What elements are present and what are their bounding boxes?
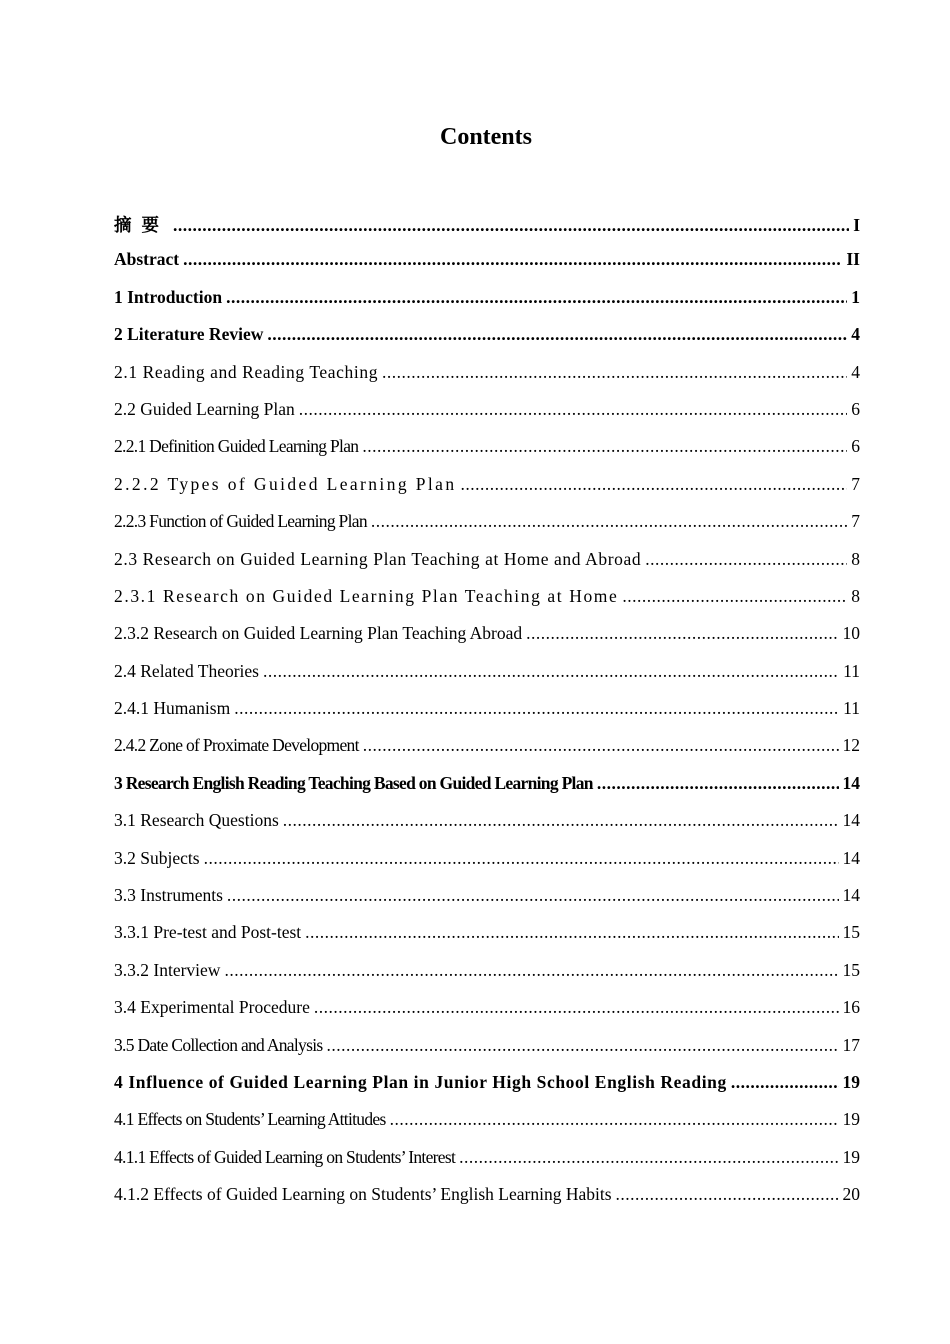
- toc-entry-page: 8: [851, 548, 860, 569]
- toc-leader-dots: [382, 362, 847, 383]
- toc-entry-label: 2.4.2 Zone of Proximate Development: [114, 735, 359, 756]
- toc-entry-page: 1: [851, 286, 860, 307]
- toc-entry-chapter-4[interactable]: [114, 1072, 860, 1109]
- toc-entry-2-4-2[interactable]: [114, 735, 860, 772]
- toc-entry-label: 3.1 Research Questions: [114, 810, 279, 831]
- toc-entry-label: 3.3.2 Interview: [114, 959, 221, 980]
- toc-leader-dots: [263, 661, 839, 682]
- toc-entry-abstract-cn[interactable]: [114, 212, 860, 249]
- toc-entry-page: I: [853, 215, 860, 235]
- toc-entry-2-3[interactable]: [114, 549, 860, 586]
- toc-entry-3-3[interactable]: [114, 885, 860, 922]
- toc-entry-label: Abstract: [114, 249, 180, 270]
- toc-leader-dots: [299, 399, 847, 420]
- toc-entry-3-3-2[interactable]: [114, 960, 860, 997]
- toc-entry-page: 10: [842, 623, 860, 644]
- toc-entry-3-5[interactable]: [114, 1035, 860, 1072]
- toc-leader-dots: [326, 1035, 838, 1056]
- toc-entry-2-4[interactable]: [114, 661, 860, 698]
- toc-entry-2-3-1[interactable]: [114, 586, 860, 623]
- toc-entry-2-4-1[interactable]: [114, 698, 860, 735]
- toc-entry-page: 12: [842, 735, 860, 756]
- toc-entry-label: 4.1.2 Effects of Guided Learning on Students’ English Learning Habits: [114, 1184, 612, 1205]
- toc-entry-chapter-3[interactable]: [114, 773, 860, 810]
- toc-leader-dots: [173, 215, 849, 236]
- toc-leader-dots: [183, 249, 842, 270]
- toc-leader-dots: [224, 960, 838, 981]
- toc-entry-page: 11: [843, 698, 860, 719]
- toc-entry-3-2[interactable]: [114, 848, 860, 885]
- toc-entry-4-1[interactable]: [114, 1109, 860, 1146]
- toc-entry-page: 17: [842, 1034, 860, 1055]
- page-title: Contents: [439, 124, 532, 150]
- toc-leader-dots: [226, 287, 847, 308]
- toc-entry-label: 4.1.1 Effects of Guided Learning on Students’ Interest: [114, 1146, 456, 1167]
- toc-entry-2-2-2[interactable]: [114, 474, 860, 511]
- toc-entry-page: 11: [843, 660, 860, 681]
- toc-entry-label: 3.3 Instruments: [114, 885, 223, 906]
- toc-entry-label: 2.4.1 Humanism: [114, 698, 231, 719]
- toc-entry-label: 2.2 Guided Learning Plan: [114, 398, 295, 419]
- toc-entry-page: II: [846, 249, 860, 270]
- toc-entry-abstract[interactable]: [114, 249, 860, 286]
- toc-entry-label: 2.4 Related Theories: [114, 660, 259, 681]
- toc-entry-2-2-1[interactable]: [114, 436, 860, 473]
- toc-leader-dots: [616, 1184, 839, 1205]
- toc-entry-4-1-2[interactable]: [114, 1184, 860, 1221]
- toc-entry-2-3-2[interactable]: [114, 623, 860, 660]
- toc-entry-label: 2.3.2 Research on Guided Learning Plan Teaching Abroad: [114, 623, 523, 644]
- toc-entry-page: 15: [842, 959, 860, 980]
- toc-entry-4-1-1[interactable]: [114, 1147, 860, 1184]
- toc-entry-page: 7: [851, 473, 860, 494]
- toc-leader-dots: [645, 549, 847, 570]
- toc-entry-3-1[interactable]: [114, 810, 860, 847]
- toc-entry-page: 14: [842, 772, 860, 793]
- toc-leader-dots: [204, 848, 839, 869]
- toc-entry-label: 3.4 Experimental Procedure: [114, 997, 310, 1018]
- toc-leader-dots: [460, 474, 847, 495]
- toc-entry-label: 1 Introduction: [114, 286, 223, 307]
- toc-entry-page: 7: [851, 511, 860, 532]
- toc-leader-dots: [234, 698, 839, 719]
- toc-entry-page: 15: [842, 922, 860, 943]
- toc-entry-page: 6: [851, 398, 860, 419]
- toc-entry-page: 19: [842, 1071, 860, 1092]
- toc-leader-dots: [459, 1147, 838, 1168]
- toc-leader-dots: [305, 922, 838, 943]
- toc-entry-label: 3.3.1 Pre-test and Post-test: [114, 922, 302, 943]
- toc-entry-2-2[interactable]: [114, 399, 860, 436]
- toc-leader-dots: [227, 885, 839, 906]
- toc-entry-label: 2.2.3 Function of Guided Learning Plan: [114, 511, 367, 532]
- toc-entry-chapter-1[interactable]: [114, 287, 860, 324]
- toc-leader-dots: [622, 586, 847, 607]
- table-of-contents: [114, 212, 860, 1222]
- toc-entry-label: 2.2.2 Types of Guided Learning Plan: [114, 473, 457, 494]
- toc-leader-dots: [267, 324, 847, 345]
- toc-leader-dots: [314, 997, 839, 1018]
- toc-entry-page: 16: [842, 997, 860, 1018]
- toc-entry-page: 14: [842, 847, 860, 868]
- toc-leader-dots: [362, 436, 847, 457]
- toc-entry-label: 2.1 Reading and Reading Teaching: [114, 361, 379, 382]
- toc-entry-page: 4: [851, 361, 860, 382]
- toc-entry-label: 2 Literature Review: [114, 324, 264, 345]
- toc-entry-label: 摘要: [114, 215, 169, 235]
- toc-entry-label: 3.2 Subjects: [114, 847, 200, 868]
- toc-entry-page: 4: [851, 324, 860, 345]
- toc-entry-2-1[interactable]: [114, 362, 860, 399]
- toc-entry-page: 14: [842, 810, 860, 831]
- toc-leader-dots: [390, 1109, 839, 1130]
- toc-entry-chapter-2[interactable]: [114, 324, 860, 361]
- toc-leader-dots: [526, 623, 838, 644]
- toc-leader-dots: [283, 810, 839, 831]
- toc-leader-dots: [363, 735, 839, 756]
- toc-entry-label: 2.3 Research on Guided Learning Plan Teaching at Home and Abroad: [114, 548, 642, 569]
- toc-entry-label: 3 Research English Reading Teaching Based on Guided Learning Plan: [114, 772, 593, 793]
- toc-entry-label: 4.1 Effects on Students’ Learning Attitudes: [114, 1109, 386, 1130]
- toc-entry-3-4[interactable]: [114, 997, 860, 1034]
- toc-leader-dots: [597, 773, 839, 794]
- toc-entry-page: 19: [842, 1146, 860, 1167]
- toc-leader-dots: [371, 511, 847, 532]
- toc-entry-page: 20: [842, 1184, 860, 1205]
- toc-entry-3-3-1[interactable]: [114, 922, 860, 959]
- toc-entry-page: 8: [851, 585, 860, 606]
- toc-entry-label: 3.5 Date Collection and Analysis: [114, 1034, 323, 1055]
- toc-entry-label: 4 Influence of Guided Learning Plan in Junior High School English Reading: [114, 1071, 727, 1092]
- toc-entry-page: 6: [851, 436, 860, 457]
- toc-leader-dots: [731, 1072, 839, 1093]
- toc-entry-label: 2.3.1 Research on Guided Learning Plan Teaching at Home: [114, 585, 619, 606]
- toc-entry-page: 19: [842, 1109, 860, 1130]
- toc-entry-2-2-3[interactable]: [114, 511, 860, 548]
- toc-entry-page: 14: [842, 885, 860, 906]
- toc-entry-label: 2.2.1 Definition Guided Learning Plan: [114, 436, 359, 457]
